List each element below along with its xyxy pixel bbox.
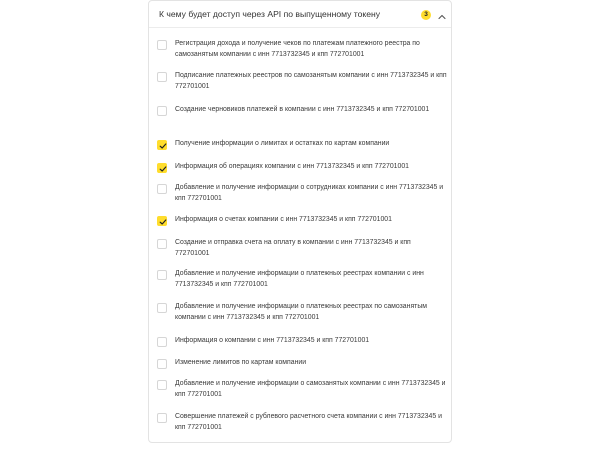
permission-label: Создание и отправка счета на оплату в компании с инн 7713732345 и кпп 772701001 — [175, 239, 411, 257]
permission-label: Изменение лимитов по картам компании — [175, 359, 307, 366]
permission-item[interactable] — [157, 162, 447, 173]
permission-checkbox[interactable] — [157, 380, 167, 390]
permission-label: Информация об операциях компании с инн 7713732345 и кпп 772701001 — [175, 163, 410, 170]
permission-checkbox-checked[interactable] — [157, 140, 167, 150]
permission-item[interactable] — [157, 71, 447, 92]
permission-label: Получение информации о лимитах и остатках по картам компании — [175, 140, 390, 147]
permission-checkbox-checked[interactable] — [157, 163, 167, 173]
permission-checkbox[interactable] — [157, 184, 167, 194]
checkmark-icon — [159, 218, 167, 226]
permission-item[interactable] — [157, 412, 447, 433]
chevron-up-icon[interactable] — [437, 9, 447, 19]
permission-checkbox[interactable] — [157, 106, 167, 116]
permission-item[interactable] — [157, 139, 447, 150]
panel-header[interactable] — [149, 1, 451, 28]
permission-item[interactable] — [157, 336, 447, 347]
permission-label: Информация о компании с инн 7713732345 и кпп 772701001 — [175, 337, 370, 344]
permission-item[interactable] — [157, 215, 447, 226]
permission-item[interactable] — [157, 105, 447, 116]
permission-label: Добавление и получение информации о платежных реестрах по самозанятым компании с инн 7713732345 и кпп 772701001 — [175, 303, 428, 321]
permission-checkbox[interactable] — [157, 337, 167, 347]
checkmark-icon — [159, 142, 167, 150]
selected-count-badge: 3 — [421, 10, 431, 20]
permission-checkbox[interactable] — [157, 359, 167, 369]
checkmark-icon — [159, 165, 167, 173]
permission-label: Добавление и получение информации о платежных реестрах компании с инн 7713732345 и кпп 772701001 — [175, 270, 424, 288]
permission-checkbox-checked[interactable] — [157, 216, 167, 226]
panel-title: К чему будет доступ через API по выпущенному токену — [159, 9, 381, 19]
permission-item[interactable] — [157, 238, 447, 259]
permission-checkbox[interactable] — [157, 303, 167, 313]
permission-checkbox[interactable] — [157, 239, 167, 249]
permission-label: Подписание платежных реестров по самозанятым компании с инн 7713732345 и кпп 772701001 — [175, 72, 447, 90]
permission-label: Добавление и получение информации о сотрудниках компании с инн 7713732345 и кпп 772701001 — [175, 184, 444, 202]
permission-item[interactable] — [157, 358, 447, 369]
permission-item[interactable] — [157, 302, 447, 323]
permission-item[interactable] — [157, 379, 447, 400]
permission-label: Создание черновиков платежей в компании с инн 7713732345 и кпп 772701001 — [175, 106, 430, 113]
permission-item[interactable] — [157, 183, 447, 204]
permission-label: Информация о счетах компании с инн 7713732345 и кпп 772701001 — [175, 216, 392, 223]
permission-checkbox[interactable] — [157, 72, 167, 82]
permission-label: Добавление и получение информации о самозанятых компании с инн 7713732345 и кпп 772701001 — [175, 380, 446, 398]
api-access-panel — [148, 0, 452, 443]
permission-item[interactable] — [157, 269, 447, 290]
permission-label: Регистрация дохода и получение чеков по платежам платежного реестра по самозанятым компании с инн 7713732345 и кпп 772701001 — [175, 40, 420, 58]
permission-checkbox[interactable] — [157, 40, 167, 50]
permission-checkbox[interactable] — [157, 270, 167, 280]
permission-item[interactable] — [157, 39, 447, 60]
permission-checkbox[interactable] — [157, 413, 167, 423]
permission-label: Совершение платежей с рублевого расчетного счета компании с инн 7713732345 и кпп 772701001 — [175, 413, 442, 431]
